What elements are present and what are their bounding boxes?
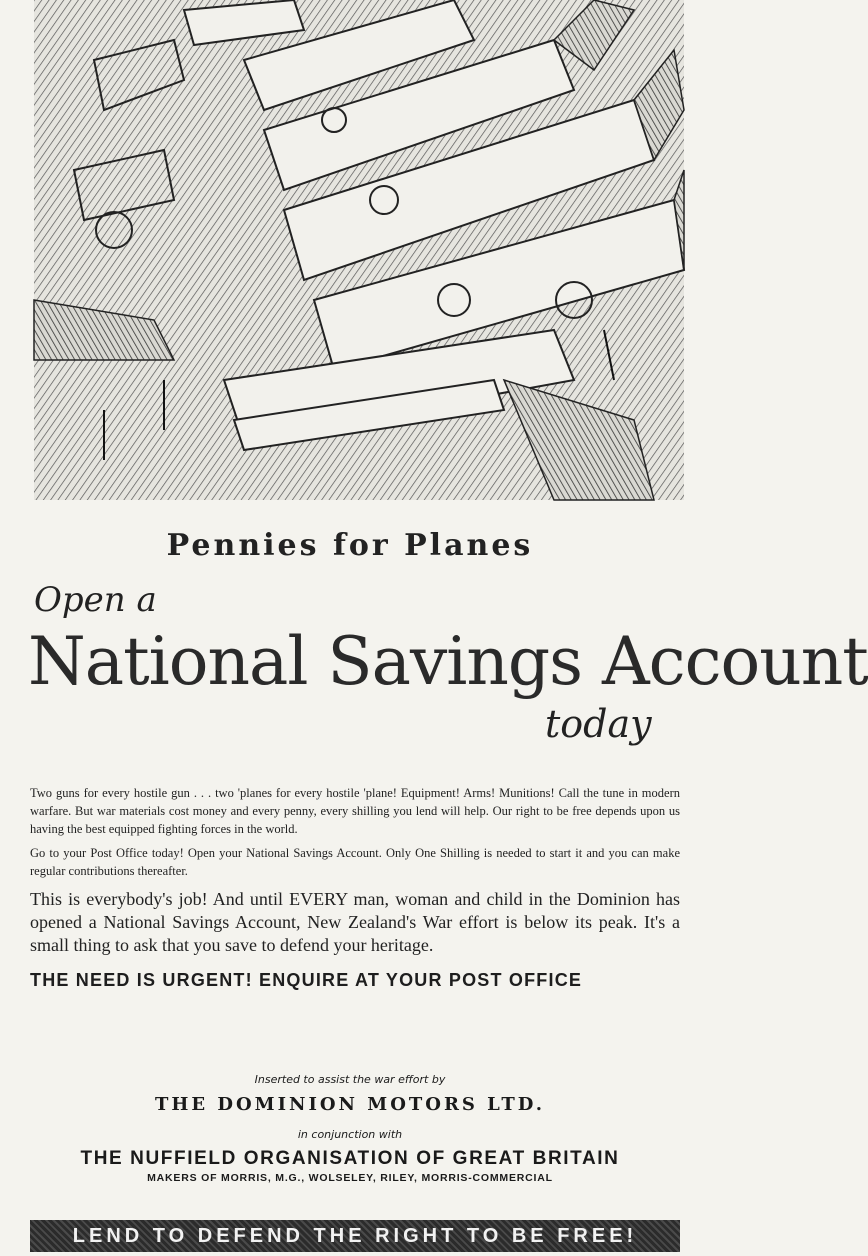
aircraft-factory-illustration bbox=[34, 0, 684, 500]
body-paragraph-2: Go to your Post Office today! Open your National Savings Account. Only One Shilling is needed to start it and you can make regular contributions thereafter. bbox=[30, 846, 680, 878]
urgent-line: THE NEED IS URGENT! ENQUIRE AT YOUR POST OFFICE bbox=[30, 970, 583, 990]
subtitle-suffix: today bbox=[545, 702, 652, 746]
conjunction-line: in conjunction with bbox=[297, 1128, 403, 1141]
company-name: THE DOMINION MOTORS LTD. bbox=[154, 1094, 545, 1115]
headline: Pennies for Planes bbox=[166, 528, 534, 563]
subtitle-prefix: Open a bbox=[34, 580, 157, 620]
main-title: National Savings Account bbox=[28, 623, 868, 700]
aircraft-factory-icon bbox=[34, 0, 684, 500]
makers-line: MAKERS OF MORRIS, M.G., WOLSELEY, RILEY, MORRIS-COMMERCIAL bbox=[147, 1172, 553, 1184]
footer-banner: LEND TO DEFEND THE RIGHT TO BE FREE! bbox=[30, 1220, 680, 1252]
organisation-name: THE NUFFIELD ORGANISATION OF GREAT BRITAIN bbox=[80, 1148, 620, 1169]
body-paragraph-1: Two guns for every hostile gun . . . two 'planes for every hostile 'plane! Equipment! Arms! Munitions! Call the tune in modern warfare. But war materials cost money and every penny, every shilling you lend will help. Our right to be free depends upon us having the best equipped fighting forces in the world. bbox=[30, 786, 680, 836]
body-paragraph-3: This is everybody's job! And until EVERY man, woman and child in the Dominion has opened a National Savings Account, New Zealand's War effort is below its peak. It's a small thing to ask that you save to defend your heritage. bbox=[30, 889, 680, 955]
inserted-by-line: Inserted to assist the war effort by bbox=[254, 1073, 446, 1086]
